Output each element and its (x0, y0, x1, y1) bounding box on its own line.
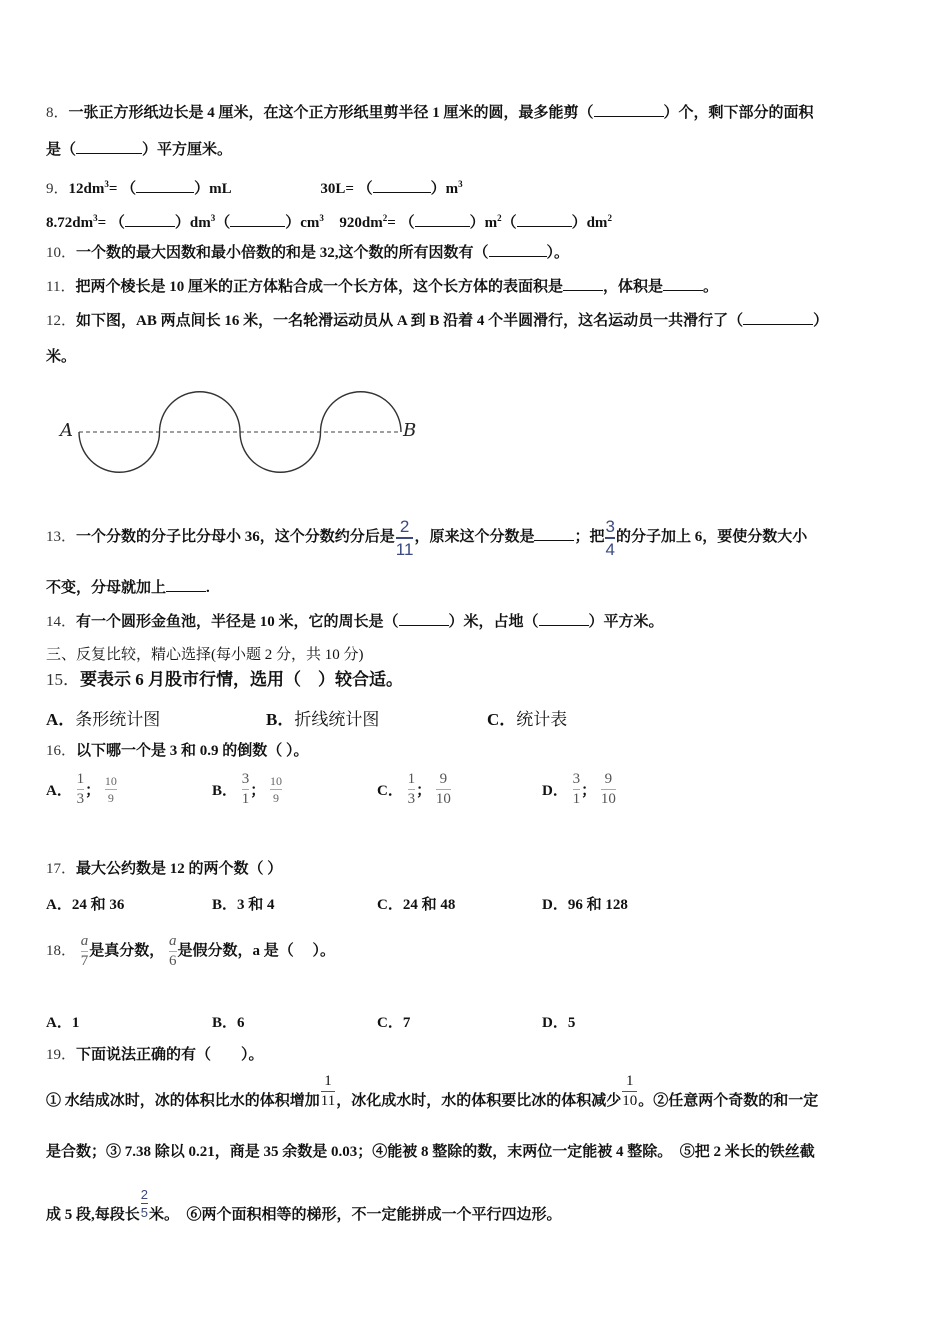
answer-blank[interactable] (76, 139, 142, 154)
question-11: 11．把两个棱长是 10 厘米的正方体粘合成一个长方体，这个长方体的表面积是 ，体积是 。 (46, 276, 718, 297)
answer-blank[interactable] (399, 611, 449, 626)
option-b[interactable]: B． $\frac{3}{1}$ ； $\frac{10}{9}$ (212, 771, 283, 807)
answer-blank[interactable] (125, 212, 175, 227)
option-b[interactable]: B．3 和 4 (212, 897, 275, 913)
fraction-3-4: $\frac{3}{4}$ (605, 516, 615, 559)
section-3-title: 三、反复比较，精心选择(每小题 2 分，共 10 分) (46, 647, 364, 663)
question-14: 14．有一个圆形金鱼池，半径是 10 米，它的周长是（ ）米，占地（ ）平方米。 (46, 611, 664, 632)
option-a[interactable]: A．条形统计图 (46, 710, 161, 729)
answer-blank[interactable] (663, 276, 703, 291)
fraction-a-7: $\frac{a}{7}$ (80, 933, 89, 970)
answer-blank[interactable] (539, 611, 589, 626)
option-a[interactable]: A． $\frac{1}{3}$ ； $\frac{10}{9}$ (46, 771, 117, 807)
question-19-statement-1: ① 水结成冰时，冰的体积比水的体积增加 $\frac{1}{11}$ ，冰化成水时，水的体积要比冰的体积减少 $\frac{1}{10}$ 。②任意两个奇数的和一定 (46, 1073, 819, 1109)
question-number: 12． (46, 313, 77, 329)
question-15: 15．要表示 6 月股市行情，选用（ ）较合适。 (46, 670, 403, 689)
question-number: 15． (46, 670, 80, 689)
question-number: 13． (46, 529, 77, 545)
fraction-2-11: $\frac{2}{11}$ (395, 516, 414, 559)
option-d[interactable]: D．5 (542, 1015, 576, 1031)
option-c[interactable]: C．统计表 (487, 710, 568, 729)
point-a-label: A (60, 420, 73, 441)
question-16: 16．以下哪一个是 3 和 0.9 的倒数（ ）。 (46, 743, 309, 759)
question-12: 12．如下图，AB 两点间长 16 米，一名轮滑运动员从 A 到 B 沿着 4 个半圆滑行，这名运动员一共滑行了（ ） (46, 310, 828, 331)
answer-blank[interactable] (743, 310, 813, 325)
question-number: 19． (46, 1047, 77, 1063)
point-b-label: B (403, 420, 417, 441)
question-10: 10．一个数的最大因数和最小倍数的和是 32,这个数的所有因数有（ ）。 (46, 242, 569, 263)
question-13-line2: 不变，分母就加上 . (46, 577, 210, 598)
option-c[interactable]: C．24 和 48 (377, 897, 456, 913)
question-17: 17．最大公约数是 12 的两个数（ ） (46, 861, 283, 877)
question-8-line2: 是（ ）平方厘米。 (46, 139, 232, 160)
question-19: 19．下面说法正确的有（ ）。 (46, 1047, 264, 1063)
answer-blank[interactable] (373, 178, 431, 193)
question-19-statement-3: 成 5 段,每段长 $\frac{2}{5}$ 米。 ⑥两个面积相等的梯形，不一定能拼成一个平行四边形。 (46, 1187, 562, 1223)
answer-blank[interactable] (534, 526, 574, 541)
question-number: 14． (46, 614, 77, 630)
answer-blank[interactable] (415, 212, 470, 227)
question-9-line2: $8.72dm^3=$ （ ）$dm^3$（ ）$cm^3$ $920dm^2=$ （ ）$m^2$（ ）$dm^2$ (46, 213, 612, 231)
question-number: 18． (46, 943, 77, 959)
question-13: 13．一个分数的分子比分母小 36，这个分数约分后是 $\frac{2}{11}$ ，原来这个分数是 ；把 $\frac{3}{4}$ 的分子加上 6，要使分数大小 (46, 516, 808, 559)
question-9-line1: 9．$12dm^3=$ （ ）mL 30L= （ ）$m^3$ (46, 179, 463, 197)
option-c[interactable]: C． $\frac{1}{3}$ ； $\frac{9}{10}$ (377, 771, 451, 807)
question-12-line2: 米。 (46, 349, 77, 365)
answer-blank[interactable] (517, 212, 572, 227)
question-8-line1: 8．一张正方形纸边长是 4 厘米，在这个正方形纸里剪半径 1 厘米的圆，最多能剪（ ）个，剩下部分的面积 (46, 102, 814, 123)
answer-blank[interactable] (489, 242, 547, 257)
answer-blank[interactable] (136, 178, 194, 193)
fraction-a-6: $\frac{a}{6}$ (169, 933, 177, 970)
option-a[interactable]: A．24 和 36 (46, 897, 125, 913)
answer-blank[interactable] (594, 102, 664, 117)
option-b[interactable]: B．6 (212, 1015, 245, 1031)
semicircle-path-diagram (55, 385, 435, 480)
option-a[interactable]: A．1 (46, 1015, 80, 1031)
question-number: 8． (46, 105, 69, 121)
question-18: 18． $\frac{a}{7}$ 是真分数， $\frac{a}{6}$ 是假分数，a 是（ ）。 (46, 933, 336, 970)
question-number: 10． (46, 245, 77, 261)
answer-blank[interactable] (166, 577, 206, 592)
answer-blank[interactable] (563, 276, 603, 291)
option-c[interactable]: C．7 (377, 1015, 411, 1031)
answer-blank[interactable] (230, 212, 285, 227)
option-b[interactable]: B．折线统计图 (266, 710, 380, 729)
question-number: 17． (46, 861, 77, 877)
option-d[interactable]: D． $\frac{3}{1}$ ； $\frac{9}{10}$ (542, 771, 616, 807)
question-number: 9． (46, 181, 69, 197)
option-d[interactable]: D．96 和 128 (542, 897, 628, 913)
question-number: 11． (46, 279, 76, 295)
question-19-statement-2: 是合数；③ 7.38 除以 0.21，商是 35 余数是 0.03；④能被 8 整除的数，末两位一定能被 4 整除。 ⑤把 2 米长的铁丝截 (46, 1144, 815, 1160)
question-number: 16． (46, 743, 77, 759)
